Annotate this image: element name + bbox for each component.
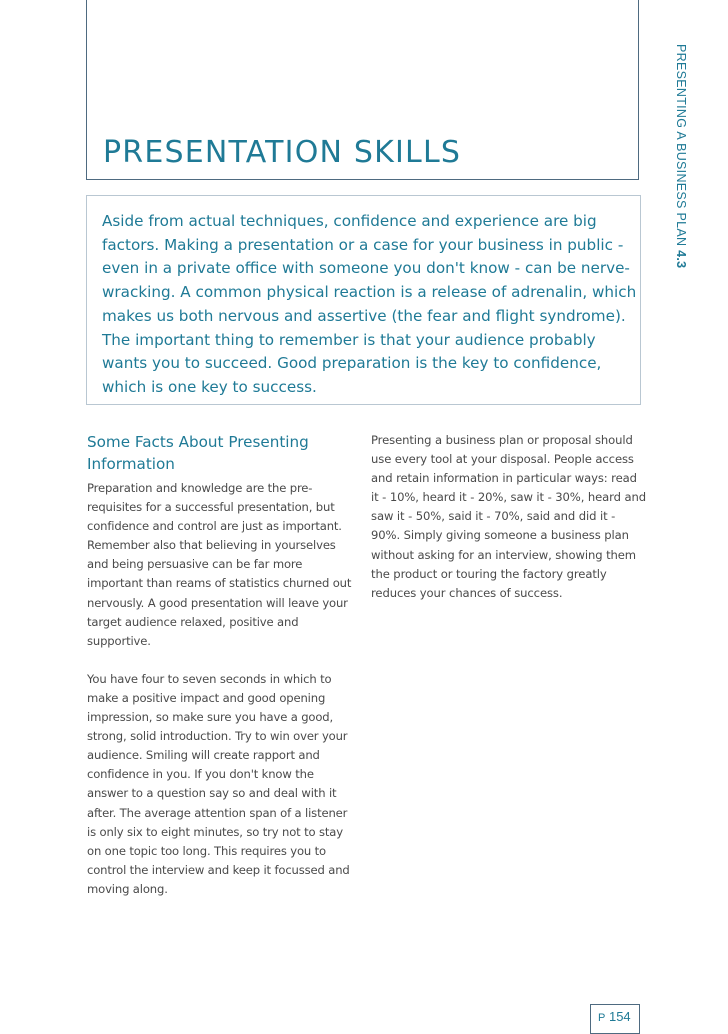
left-paragraph-1: Preparation and knowledge are the pre-requisites for a successful presentation, but confidence and control are just as important. Remember also that believing in yourselves and being persuasive can be far more important than reams of statistics churned out nervously. A good presentation will leave your target audience relaxed, positive and supportive. bbox=[87, 481, 352, 648]
right-paragraph: Presenting a business plan or proposal should use every tool at your disposal. People access and retain information in particular ways: read it - 10%, heard it - 20%, saw it - 30%, heard and saw it - 50%, said it - 70%, said and did it - 90%. Simply giving someone a business plan without asking for an interview, showing them the product or touring the factory greatly reduces your chances of success. bbox=[371, 433, 646, 600]
right-column bbox=[371, 431, 646, 603]
left-paragraph-2: You have four to seven seconds in which to make a positive impact and good opening impression, so make sure you have a good, strong, solid introduction. Try to win over your audience. Smiling will create rapport and confidence in you. If you don't know the answer to a question say so and deal with it after. The average attention span of a listener is only six to eight minutes, so try not to stay on one topic too long. This requires you to control the interview and keep it focussed and moving along. bbox=[87, 671, 350, 896]
page-title: PRESENTATION SKILLS bbox=[103, 135, 462, 170]
left-column bbox=[87, 431, 357, 899]
intro-paragraph: Aside from actual techniques, confidence and experience are big factors. Making a presentation or a case for your business in public - even in a private office with someone you don't know - can be nerve-wracking. A common physical reaction is a release of adrenalin, which makes us both nervous and assertive (the fear and flight syndrome). The important thing to remember is that your audience probably wants you to succeed. Good preparation is the key to confidence, which is one key to success. bbox=[102, 212, 637, 396]
page-number: 154 bbox=[608, 1009, 631, 1024]
section-heading: Some Facts About Presenting Information bbox=[87, 433, 309, 473]
section-side-label bbox=[674, 44, 688, 268]
section-number: 4.3 bbox=[674, 250, 688, 269]
section-name: PRESENTING A BUSINESS PLAN bbox=[674, 44, 688, 247]
title-box bbox=[86, 0, 639, 180]
intro-box bbox=[86, 195, 641, 405]
page-prefix: P bbox=[598, 1012, 606, 1024]
